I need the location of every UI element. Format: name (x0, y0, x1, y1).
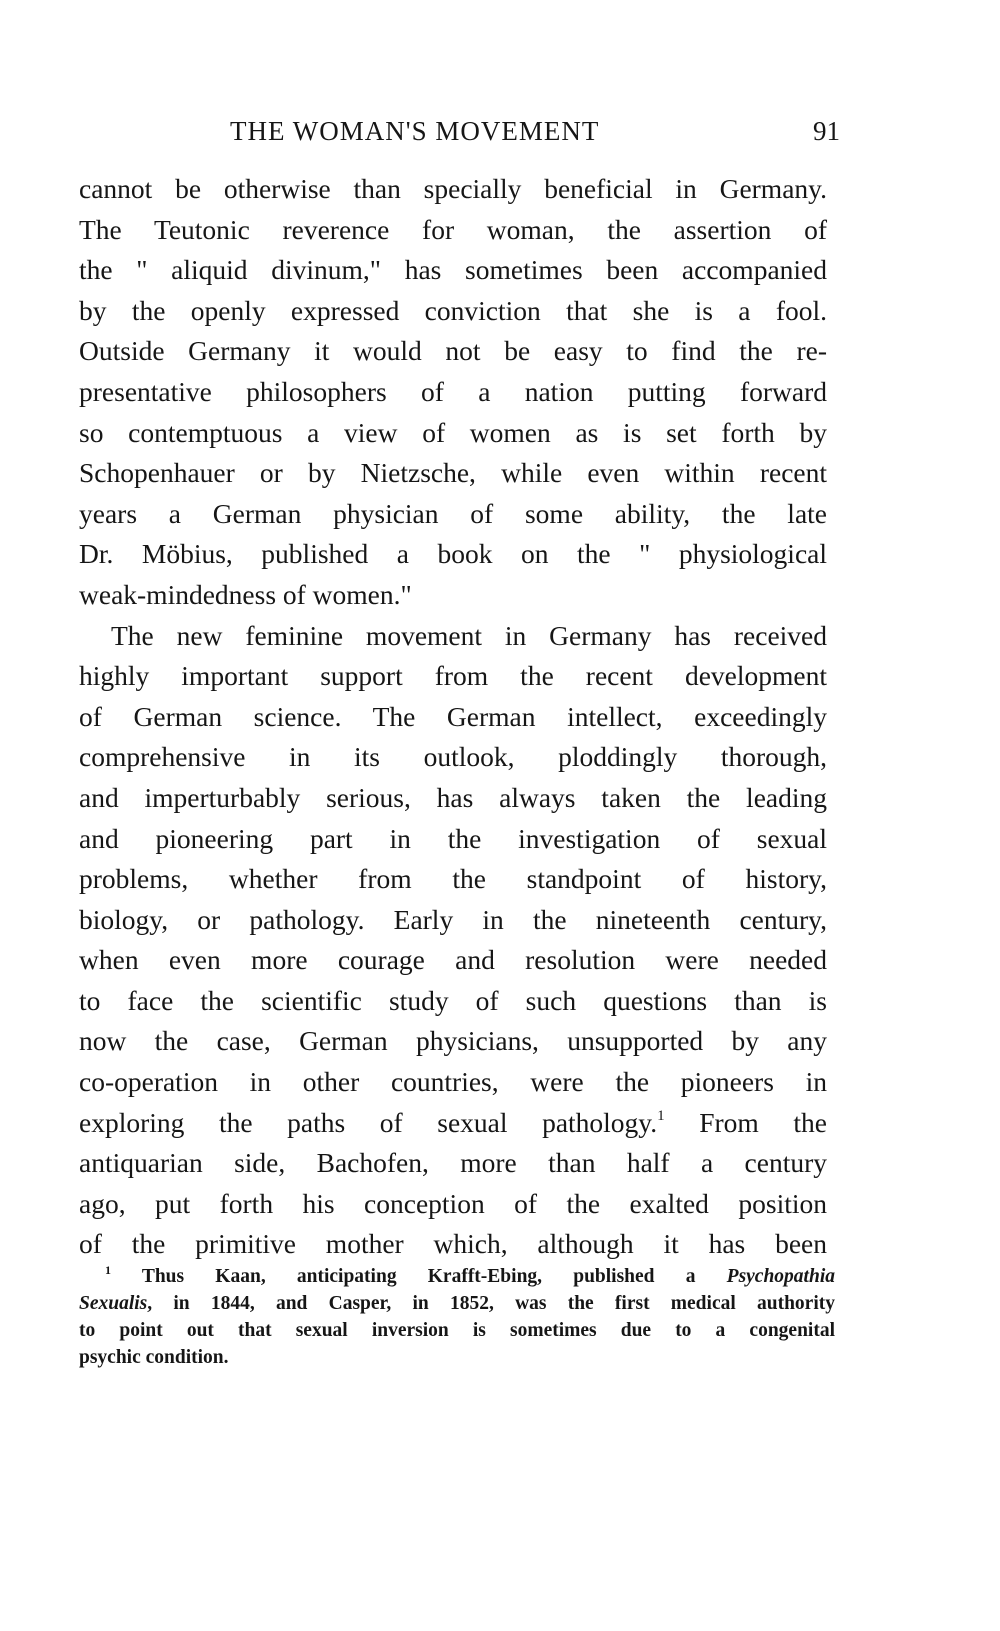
running-head (230, 116, 840, 150)
text-segment: exploring the paths of sexual pathology. (79, 1106, 658, 1138)
text-line: so contemptuous a view of women as is set forth by (79, 416, 827, 448)
footnote-line: psychic condition. (79, 1347, 229, 1368)
paragraph-1 (79, 169, 827, 616)
footnote-text: Thus Kaan, anticipating Krafft-Ebing, published a (111, 1266, 727, 1287)
book-title: Sexualis (79, 1293, 148, 1314)
text-line: by the openly expressed conviction that she is a fool. (79, 294, 827, 326)
footnote-reference: 1 (657, 1107, 665, 1124)
text-line: of German science. The German intellect, exceedingly (79, 700, 827, 732)
text-line: weak-mindedness of women." (79, 578, 412, 610)
page-number: 91 (813, 116, 840, 146)
text-line: The Teutonic reverence for woman, the assertion of (79, 213, 827, 245)
text-line: the " aliquid divinum," has sometimes been accompanied (79, 254, 827, 286)
text-line: Schopenhauer or by Nietzsche, while even within recent (79, 457, 827, 489)
text-line: Outside Germany it would not be easy to find the re- (79, 335, 827, 367)
text-line: and imperturbably serious, has always taken the leading (79, 781, 827, 813)
text-line: antiquarian side, Bachofen, more than half a century (79, 1147, 827, 1179)
text-line: and pioneering part in the investigation of sexual (79, 822, 827, 854)
footnote-text: , in 1844, and Casper, in 1852, was the first medical authority (147, 1293, 835, 1314)
text-line: problems, whether from the standpoint of history, (79, 863, 827, 895)
text-line: years a German physician of some ability, the late (79, 497, 827, 529)
text-line: when even more courage and resolution were needed (79, 944, 827, 976)
text-segment: From the (664, 1106, 827, 1138)
body-text (79, 169, 827, 1265)
text-line: co-operation in other countries, were the pioneers in (79, 1066, 827, 1098)
footnote-line: to point out that sexual inversion is sometimes due to a congenital (79, 1320, 835, 1341)
text-line: ago, put forth his conception of the exalted position (79, 1187, 827, 1219)
text-line: comprehensive in its outlook, ploddingly thorough, (79, 741, 827, 773)
text-line: presentative philosophers of a nation putting forward (79, 375, 827, 407)
text-line: of the primitive mother which, although it has been (79, 1228, 827, 1260)
footnote-marker: 1 (105, 1263, 111, 1277)
text-line: biology, or pathology. Early in the nineteenth century, (79, 903, 827, 935)
text-line: to face the scientific study of such questions than is (79, 984, 827, 1016)
footnote-line (79, 1290, 835, 1317)
footnote-line (79, 1263, 835, 1290)
text-line: highly important support from the recent development (79, 660, 827, 692)
text-line: Dr. Möbius, published a book on the " physiological (79, 538, 827, 570)
text-line: cannot be otherwise than specially beneficial in Germany. (79, 173, 827, 204)
book-title: Psychopathia (726, 1266, 835, 1287)
text-line (79, 1103, 827, 1144)
running-title: THE WOMAN'S MOVEMENT (230, 116, 600, 146)
text-line: The new feminine movement in Germany has received (111, 619, 827, 651)
paragraph-2 (79, 616, 827, 1266)
footnote (79, 1263, 835, 1371)
text-line: now the case, German physicians, unsupported by any (79, 1025, 827, 1057)
